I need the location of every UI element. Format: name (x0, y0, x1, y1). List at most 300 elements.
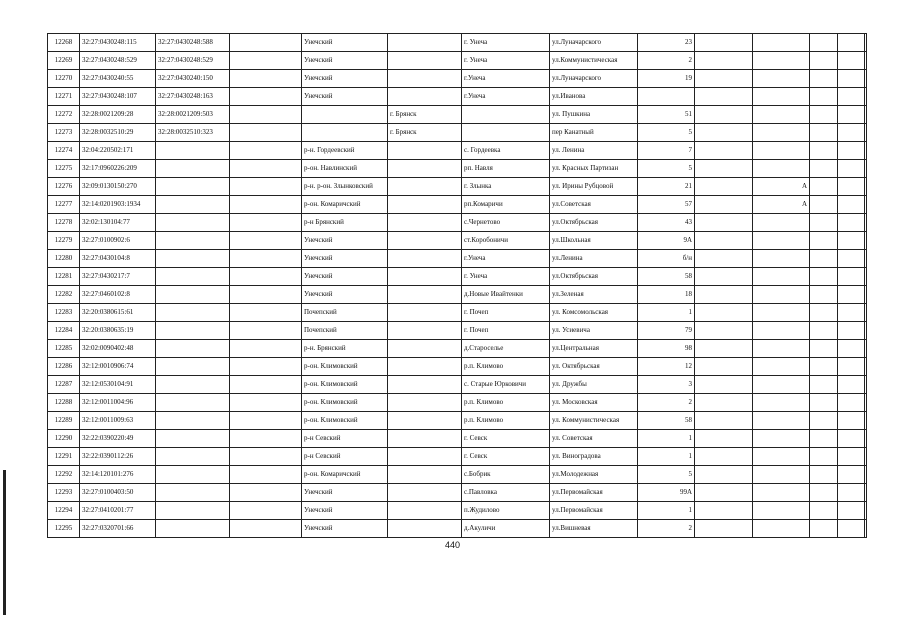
table-row (48, 214, 867, 232)
cell-street: ул.Октябрьская (550, 214, 638, 232)
cell-extra-1 (695, 142, 753, 160)
cell-extra-1 (695, 466, 753, 484)
cell-extra-1 (695, 304, 753, 322)
cell-extra-1 (695, 124, 753, 142)
cell-extra-1 (695, 196, 753, 214)
table-row (48, 106, 867, 124)
cell-row-number: 12279 (48, 232, 80, 250)
cell-row-number: 12287 (48, 376, 80, 394)
cell-extra-3 (838, 286, 865, 304)
cell-extra-4 (865, 214, 867, 232)
cell-city (388, 340, 462, 358)
table-row (48, 322, 867, 340)
cell-extra-1 (695, 106, 753, 124)
table-row (48, 268, 867, 286)
cell-house-number: 58 (638, 412, 695, 430)
cell-locality: рп. Навля (462, 160, 550, 178)
cell-city (388, 214, 462, 232)
cell-cadastral-number-2 (156, 214, 230, 232)
cell-empty-col (230, 484, 302, 502)
cell-extra-3 (838, 34, 865, 52)
cell-city (388, 502, 462, 520)
cell-extra-3 (838, 214, 865, 232)
cell-letter (753, 340, 810, 358)
cell-locality: г. Унеча (462, 52, 550, 70)
cell-extra-4 (865, 70, 867, 88)
cell-empty-col (230, 70, 302, 88)
cell-extra-3 (838, 412, 865, 430)
cell-extra-4 (865, 394, 867, 412)
cell-cadastral-number-2 (156, 340, 230, 358)
cell-row-number: 12293 (48, 484, 80, 502)
cell-empty-col (230, 520, 302, 538)
cell-extra-4 (865, 304, 867, 322)
cell-extra-4 (865, 520, 867, 538)
cell-extra-3 (838, 358, 865, 376)
cell-cadastral-number: 32:27:0430240:55 (80, 70, 156, 88)
cell-extra-3 (838, 106, 865, 124)
cell-letter (753, 466, 810, 484)
cell-extra-2 (810, 286, 838, 304)
cell-district: р-он. Климовский (302, 394, 388, 412)
cell-extra-4 (865, 196, 867, 214)
cell-city (388, 142, 462, 160)
cell-row-number: 12276 (48, 178, 80, 196)
cell-district: Унечский (302, 250, 388, 268)
cell-letter (753, 286, 810, 304)
cell-extra-1 (695, 340, 753, 358)
cell-extra-4 (865, 322, 867, 340)
cell-locality: г. Унеча (462, 34, 550, 52)
cell-city (388, 286, 462, 304)
cell-extra-1 (695, 484, 753, 502)
cell-cadastral-number: 32:02:0090402:48 (80, 340, 156, 358)
cell-district: р-н Севский (302, 430, 388, 448)
cell-empty-col (230, 232, 302, 250)
cell-extra-4 (865, 358, 867, 376)
cell-locality: г. Севск (462, 448, 550, 466)
cell-street: ул. Красных Партизан (550, 160, 638, 178)
cell-extra-4 (865, 466, 867, 484)
cell-cadastral-number-2 (156, 322, 230, 340)
cell-extra-3 (838, 430, 865, 448)
cell-extra-2 (810, 520, 838, 538)
cell-extra-3 (838, 484, 865, 502)
cell-house-number: 7 (638, 142, 695, 160)
cell-extra-2 (810, 178, 838, 196)
cell-row-number: 12273 (48, 124, 80, 142)
cell-empty-col (230, 124, 302, 142)
cell-city (388, 412, 462, 430)
cell-letter (753, 448, 810, 466)
cell-cadastral-number: 32:20:0380635:19 (80, 322, 156, 340)
cell-empty-col (230, 394, 302, 412)
cell-row-number: 12292 (48, 466, 80, 484)
cell-cadastral-number-2 (156, 430, 230, 448)
cell-letter (753, 232, 810, 250)
cell-locality: р.п. Климово (462, 412, 550, 430)
cell-cadastral-number-2 (156, 466, 230, 484)
cell-extra-4 (865, 376, 867, 394)
cell-street: ул.Советская (550, 196, 638, 214)
cell-locality: д.Акуличи (462, 520, 550, 538)
cell-extra-4 (865, 178, 867, 196)
cell-district: Унечский (302, 52, 388, 70)
table-row (48, 178, 867, 196)
table-row (48, 466, 867, 484)
cell-row-number: 12282 (48, 286, 80, 304)
cell-extra-1 (695, 430, 753, 448)
cell-district: Унечский (302, 520, 388, 538)
cell-locality (462, 124, 550, 142)
cell-extra-4 (865, 340, 867, 358)
cell-extra-3 (838, 448, 865, 466)
cell-letter (753, 70, 810, 88)
cell-extra-2 (810, 124, 838, 142)
cell-locality: с.Чернетово (462, 214, 550, 232)
cell-district: р-он. Навлинский (302, 160, 388, 178)
cell-row-number: 12291 (48, 448, 80, 466)
cell-cadastral-number-2 (156, 250, 230, 268)
cell-district: Унечский (302, 88, 388, 106)
cell-row-number: 12271 (48, 88, 80, 106)
cell-city (388, 484, 462, 502)
cell-extra-3 (838, 232, 865, 250)
table-row (48, 358, 867, 376)
table-row (48, 430, 867, 448)
cell-letter (753, 520, 810, 538)
cell-row-number: 12277 (48, 196, 80, 214)
cell-extra-4 (865, 448, 867, 466)
cell-district: Унечский (302, 34, 388, 52)
cell-cadastral-number: 32:28:0021209:28 (80, 106, 156, 124)
cell-letter (753, 412, 810, 430)
cell-row-number: 12281 (48, 268, 80, 286)
cell-extra-2 (810, 358, 838, 376)
cell-extra-1 (695, 412, 753, 430)
cell-cadastral-number: 32:20:0380615:61 (80, 304, 156, 322)
cell-cadastral-number: 32:14:0201903:1934 (80, 196, 156, 214)
cell-district: Почепский (302, 322, 388, 340)
table-row (48, 124, 867, 142)
cell-city (388, 358, 462, 376)
cell-district: р-н. Гордеевский (302, 142, 388, 160)
cell-city (388, 322, 462, 340)
cell-cadastral-number-2: 32:27:0430248:529 (156, 52, 230, 70)
cell-extra-2 (810, 394, 838, 412)
cell-locality: с. Старые Юрковичи (462, 376, 550, 394)
cell-extra-1 (695, 88, 753, 106)
cell-row-number: 12275 (48, 160, 80, 178)
cell-extra-4 (865, 88, 867, 106)
cell-empty-col (230, 502, 302, 520)
cell-extra-2 (810, 232, 838, 250)
cell-street: ул.Центральная (550, 340, 638, 358)
cell-locality: г. Унеча (462, 268, 550, 286)
cell-letter (753, 250, 810, 268)
table-row (48, 394, 867, 412)
cell-district: р-н. Брянский (302, 340, 388, 358)
cell-district: р-он. Климовский (302, 358, 388, 376)
cell-extra-2 (810, 250, 838, 268)
cell-house-number (638, 88, 695, 106)
cell-extra-2 (810, 106, 838, 124)
cell-extra-3 (838, 322, 865, 340)
cell-extra-3 (838, 88, 865, 106)
cell-district: Почепский (302, 304, 388, 322)
cell-cadastral-number-2 (156, 502, 230, 520)
cell-cadastral-number: 32:28:0032510:29 (80, 124, 156, 142)
cell-letter (753, 160, 810, 178)
cell-street: ул. Усиевича (550, 322, 638, 340)
cell-extra-1 (695, 250, 753, 268)
cell-extra-1 (695, 502, 753, 520)
cell-street: ул. Ирины Рубцовой (550, 178, 638, 196)
cell-locality: г.Унеча (462, 250, 550, 268)
cell-street: ул.Первомайская (550, 484, 638, 502)
cell-letter (753, 358, 810, 376)
cell-locality: с.Бобрик (462, 466, 550, 484)
cell-house-number: 2 (638, 394, 695, 412)
cell-empty-col (230, 34, 302, 52)
cell-row-number: 12289 (48, 412, 80, 430)
cell-cadastral-number-2: 32:28:0021209:503 (156, 106, 230, 124)
cell-cadastral-number-2 (156, 196, 230, 214)
cell-row-number: 12284 (48, 322, 80, 340)
cell-row-number: 12269 (48, 52, 80, 70)
cell-street: ул.Луначарского (550, 34, 638, 52)
cell-locality: г. Почеп (462, 304, 550, 322)
cell-cadastral-number-2 (156, 268, 230, 286)
cell-extra-3 (838, 178, 865, 196)
cell-extra-1 (695, 34, 753, 52)
cell-extra-4 (865, 268, 867, 286)
cell-city (388, 250, 462, 268)
cell-extra-1 (695, 322, 753, 340)
cell-cadastral-number-2: 32:27:0430248:163 (156, 88, 230, 106)
cell-cadastral-number-2 (156, 160, 230, 178)
cell-city (388, 304, 462, 322)
cell-district: р-он. Климовский (302, 376, 388, 394)
cell-empty-col (230, 160, 302, 178)
cell-extra-2 (810, 484, 838, 502)
cell-cadastral-number-2 (156, 448, 230, 466)
cell-district: Унечский (302, 268, 388, 286)
cell-city: г. Брянск (388, 106, 462, 124)
cell-house-number: 5 (638, 466, 695, 484)
cell-empty-col (230, 376, 302, 394)
cell-extra-4 (865, 142, 867, 160)
cell-empty-col (230, 214, 302, 232)
cell-extra-4 (865, 484, 867, 502)
cell-cadastral-number: 32:12:0010906:74 (80, 358, 156, 376)
cell-empty-col (230, 358, 302, 376)
cell-cadastral-number: 32:27:0410201:77 (80, 502, 156, 520)
cell-city (388, 448, 462, 466)
cell-extra-2 (810, 322, 838, 340)
cell-extra-3 (838, 394, 865, 412)
cell-street: ул. Комсомольская (550, 304, 638, 322)
cell-house-number: 43 (638, 214, 695, 232)
cell-district: Унечский (302, 286, 388, 304)
cell-empty-col (230, 430, 302, 448)
cell-city (388, 520, 462, 538)
cell-locality: д.Староселье (462, 340, 550, 358)
cell-extra-1 (695, 178, 753, 196)
cell-city (388, 394, 462, 412)
cell-cadastral-number: 32:27:0100403:50 (80, 484, 156, 502)
cell-empty-col (230, 268, 302, 286)
cell-cadastral-number: 32:12:0530104:91 (80, 376, 156, 394)
cell-house-number: 98 (638, 340, 695, 358)
cell-empty-col (230, 142, 302, 160)
cell-letter (753, 394, 810, 412)
cell-extra-3 (838, 142, 865, 160)
cell-empty-col (230, 304, 302, 322)
cell-house-number: 2 (638, 520, 695, 538)
cell-city (388, 376, 462, 394)
cell-house-number: 99А (638, 484, 695, 502)
cell-extra-3 (838, 502, 865, 520)
cell-street: ул.Школьная (550, 232, 638, 250)
cell-street: пер Канатный (550, 124, 638, 142)
cell-street: ул.Коммунистическая (550, 52, 638, 70)
table-row (48, 142, 867, 160)
cell-extra-2 (810, 448, 838, 466)
cell-street: ул. Виноградова (550, 448, 638, 466)
cell-locality: рп.Комаричи (462, 196, 550, 214)
cell-locality: д.Новые Ивайтенки (462, 286, 550, 304)
cell-extra-3 (838, 70, 865, 88)
cell-empty-col (230, 286, 302, 304)
cell-row-number: 12268 (48, 34, 80, 52)
cell-extra-1 (695, 448, 753, 466)
cell-house-number: 79 (638, 322, 695, 340)
cell-row-number: 12272 (48, 106, 80, 124)
cell-extra-4 (865, 430, 867, 448)
cell-city (388, 178, 462, 196)
cell-empty-col (230, 466, 302, 484)
cell-extra-4 (865, 250, 867, 268)
cell-locality: г. Злынка (462, 178, 550, 196)
cell-letter (753, 214, 810, 232)
cell-extra-2 (810, 88, 838, 106)
cell-letter (753, 304, 810, 322)
cell-street: ул. Пушкина (550, 106, 638, 124)
cell-cadastral-number: 32:27:0430248:115 (80, 34, 156, 52)
cell-street: ул.Первомайская (550, 502, 638, 520)
cell-extra-3 (838, 196, 865, 214)
cell-extra-2 (810, 340, 838, 358)
cell-cadastral-number: 32:22:0390220:49 (80, 430, 156, 448)
cell-house-number: 18 (638, 286, 695, 304)
cell-extra-4 (865, 412, 867, 430)
cell-city (388, 232, 462, 250)
cell-letter (753, 88, 810, 106)
cell-street: ул.Молодежная (550, 466, 638, 484)
cell-extra-1 (695, 376, 753, 394)
cell-cadastral-number: 32:27:0320701:66 (80, 520, 156, 538)
cell-cadastral-number-2 (156, 232, 230, 250)
cell-street: ул.Зеленая (550, 286, 638, 304)
table-row (48, 520, 867, 538)
cell-empty-col (230, 448, 302, 466)
cell-extra-4 (865, 160, 867, 178)
cell-street: ул.Иванова (550, 88, 638, 106)
cell-city (388, 34, 462, 52)
cell-empty-col (230, 412, 302, 430)
cell-locality (462, 106, 550, 124)
cell-letter (753, 34, 810, 52)
cell-extra-2 (810, 142, 838, 160)
table-row (48, 34, 867, 52)
cell-letter (753, 322, 810, 340)
cell-row-number: 12283 (48, 304, 80, 322)
cell-row-number: 12280 (48, 250, 80, 268)
cell-extra-1 (695, 520, 753, 538)
cell-house-number: 1 (638, 304, 695, 322)
cell-extra-3 (838, 268, 865, 286)
cell-cadastral-number-2: 32:27:0430240:150 (156, 70, 230, 88)
cell-cadastral-number: 32:17:0960226:209 (80, 160, 156, 178)
cell-extra-1 (695, 214, 753, 232)
cell-extra-2 (810, 34, 838, 52)
cell-house-number: 21 (638, 178, 695, 196)
cell-cadastral-number: 32:27:0460102:8 (80, 286, 156, 304)
cell-cadastral-number: 32:27:0430248:107 (80, 88, 156, 106)
cell-house-number: 5 (638, 124, 695, 142)
cell-house-number: 51 (638, 106, 695, 124)
cell-extra-1 (695, 286, 753, 304)
cell-extra-3 (838, 160, 865, 178)
table-row (48, 160, 867, 178)
cell-cadastral-number: 32:27:0430248:529 (80, 52, 156, 70)
cell-locality: р.п. Климово (462, 358, 550, 376)
cell-cadastral-number: 32:27:0100902:6 (80, 232, 156, 250)
cell-extra-1 (695, 268, 753, 286)
cell-cadastral-number: 32:02:130104:77 (80, 214, 156, 232)
cell-extra-2 (810, 412, 838, 430)
cell-letter (753, 430, 810, 448)
table-row (48, 340, 867, 358)
cell-extra-2 (810, 268, 838, 286)
cell-city (388, 430, 462, 448)
cell-row-number: 12278 (48, 214, 80, 232)
cell-cadastral-number-2: 32:27:0430248:588 (156, 34, 230, 52)
cell-street: ул.Ленина (550, 250, 638, 268)
cell-extra-1 (695, 70, 753, 88)
cell-row-number: 12270 (48, 70, 80, 88)
cell-locality: г. Почеп (462, 322, 550, 340)
cell-empty-col (230, 52, 302, 70)
cell-cadastral-number: 32:22:0390112:26 (80, 448, 156, 466)
cell-locality: с.Павловка (462, 484, 550, 502)
cell-cadastral-number-2 (156, 304, 230, 322)
cell-letter (753, 52, 810, 70)
cadastral-table (47, 33, 867, 538)
cell-city (388, 466, 462, 484)
cell-locality: г. Севск (462, 430, 550, 448)
cell-street: ул.Луначарского (550, 70, 638, 88)
cell-cadastral-number: 32:12:0011009:63 (80, 412, 156, 430)
cell-letter (753, 484, 810, 502)
cell-city (388, 88, 462, 106)
cell-house-number: 23 (638, 34, 695, 52)
cell-district: р-н Севский (302, 448, 388, 466)
cell-extra-4 (865, 34, 867, 52)
table-row (48, 484, 867, 502)
table-row (48, 502, 867, 520)
